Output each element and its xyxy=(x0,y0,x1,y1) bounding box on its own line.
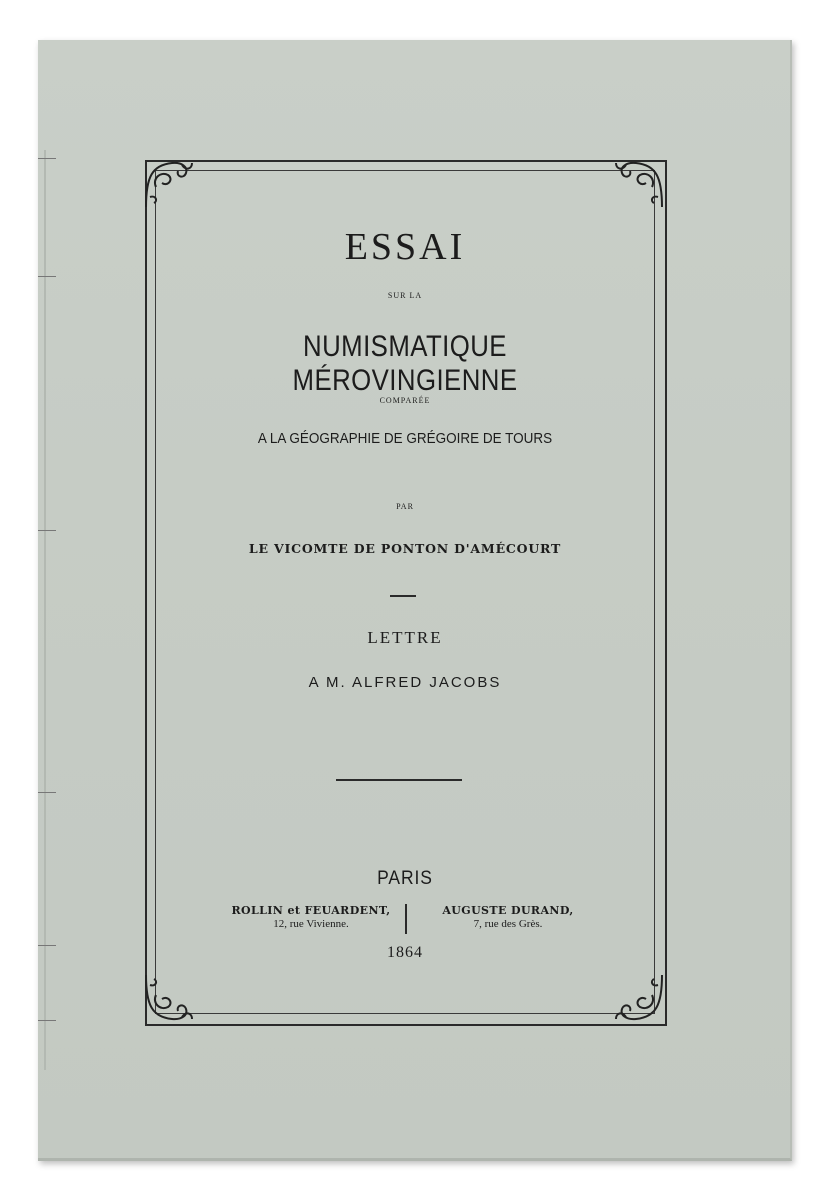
spine-mark xyxy=(38,158,56,159)
spine-mark xyxy=(38,276,56,277)
publisher-divider xyxy=(405,904,407,934)
subtitle-comparee: COMPARÉE xyxy=(379,396,431,405)
spine-mark xyxy=(38,945,56,946)
divider-rule xyxy=(336,779,462,781)
subtitle-sur-la: SUR LA xyxy=(387,291,423,300)
corner-ornament-icon xyxy=(612,971,666,1025)
corner-ornament-icon xyxy=(612,157,666,211)
publisher-name: AUGUSTE DURAND, xyxy=(442,904,574,917)
recipient-line: A M. ALFRED JACOBS xyxy=(308,674,502,691)
author-name: LE VICOMTE DE PONTON D'AMÉCOURT xyxy=(248,541,562,556)
publisher-block xyxy=(418,904,598,930)
publisher-address: 12, rue Vivienne. xyxy=(273,918,349,930)
corner-ornament-icon xyxy=(142,971,196,1025)
by-line-par: PAR xyxy=(396,502,414,511)
heading-lettre: LETTRE xyxy=(367,628,443,647)
divider-rule xyxy=(390,595,416,597)
corner-ornament-icon xyxy=(142,157,196,211)
publisher-name: ROLLIN et FEUARDENT, xyxy=(231,904,391,917)
spine-mark xyxy=(38,792,56,793)
publisher-block xyxy=(206,904,416,930)
imprint-year: 1864 xyxy=(387,944,423,961)
publisher-address: 7, rue des Grès. xyxy=(473,918,543,930)
imprint-city: PARIS xyxy=(377,868,433,889)
book-cover xyxy=(38,40,792,1161)
spine-mark xyxy=(38,530,56,531)
subtitle-geography: A LA GÉOGRAPHIE DE GRÉGOIRE DE TOURS xyxy=(257,430,553,447)
title-main: ESSAI xyxy=(344,226,466,268)
spine-mark xyxy=(38,1020,56,1021)
title-subject: NUMISMATIQUE MÉROVINGIENNE xyxy=(292,330,518,397)
